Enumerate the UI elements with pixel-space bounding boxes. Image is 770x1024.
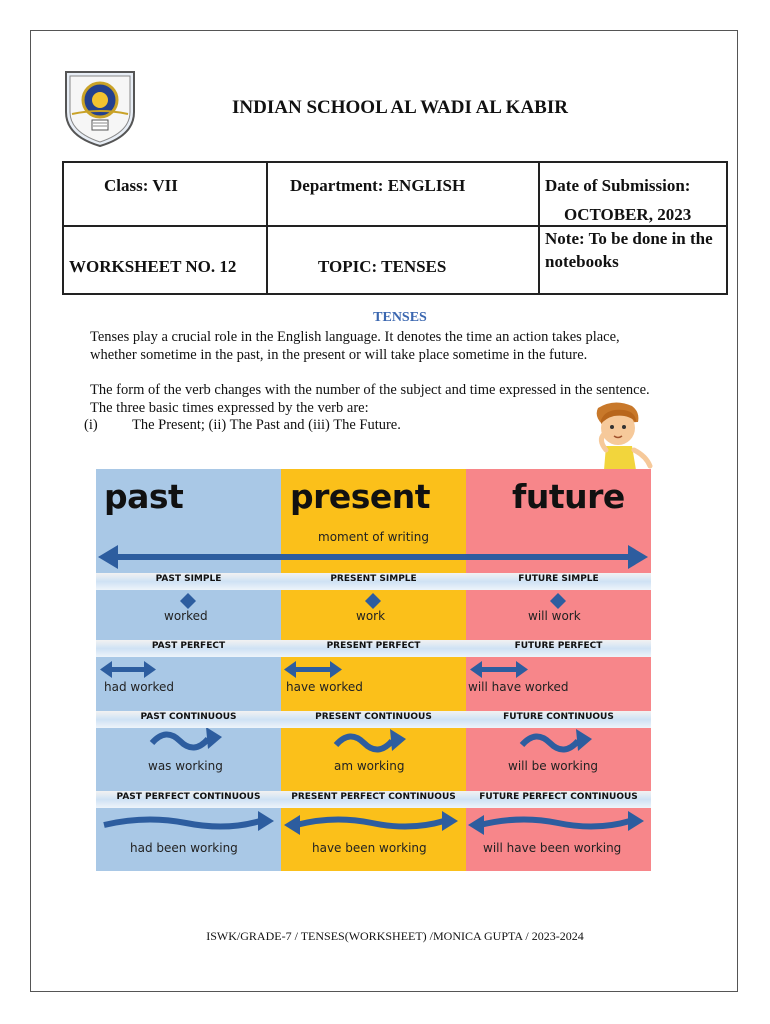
- past-perfect-continuous-label: PAST PERFECT CONTINUOUS: [116, 792, 261, 802]
- present-perfect-arrow: [284, 661, 342, 678]
- present-simple-form: work: [356, 609, 386, 623]
- past-perfect-continuous-arrow: [104, 811, 274, 831]
- past-simple-diamond: [180, 593, 196, 609]
- continuous-band: [96, 711, 651, 728]
- tenses-graphics: [96, 469, 651, 871]
- note-cell: [539, 226, 727, 294]
- moment-of-writing-label: moment of writing: [318, 530, 429, 544]
- past-simple-form: worked: [164, 609, 208, 623]
- future-continuous-label: FUTURE CONTINUOUS: [503, 712, 614, 722]
- department-label: Department: ENGLISH: [290, 176, 466, 195]
- present-perfect-form: have worked: [286, 680, 363, 694]
- future-simple-label: FUTURE SIMPLE: [518, 574, 599, 584]
- topic-cell: [267, 226, 539, 294]
- future-perfect-label: FUTURE PERFECT: [514, 641, 603, 651]
- section-heading: TENSES: [373, 310, 427, 325]
- future-simple-form: will work: [528, 609, 581, 623]
- note-line-2: notebooks: [545, 252, 619, 271]
- future-perfect-continuous-form: will have been working: [483, 841, 622, 855]
- past-continuous-arrow: [152, 727, 222, 749]
- past-perfect-arrow: [100, 661, 156, 678]
- past-perfect-continuous-form: had been working: [130, 841, 238, 855]
- worksheet-number: WORKSHEET NO. 12: [69, 257, 237, 276]
- past-continuous-label: PAST CONTINUOUS: [140, 712, 237, 722]
- intro-line-2: whether sometime in the past, in the present or will take place sometime in the future.: [90, 346, 588, 363]
- department-cell: [267, 162, 539, 226]
- present-simple-label: PRESENT SIMPLE: [330, 574, 417, 584]
- future-perfect-form: will have worked: [468, 680, 569, 694]
- topic-label: TOPIC: TENSES: [318, 257, 447, 276]
- date-of-submission-label: Date of Submission:: [545, 176, 691, 195]
- note-line-1: Note: To be done in the: [545, 229, 713, 248]
- present-perfect-continuous-label: PRESENT PERFECT CONTINUOUS: [291, 792, 456, 802]
- present-simple-diamond: [365, 593, 381, 609]
- list-number: (i): [84, 417, 98, 433]
- future-continuous-form: will be working: [508, 759, 599, 773]
- worksheet-info-table: [62, 161, 728, 295]
- verb-line-2: The three basic times expressed by the verb are:: [90, 399, 369, 416]
- intro-line-1: Tenses play a crucial role in the English language. It denotes the time an action takes place,: [90, 329, 620, 345]
- list-text: The Present; (ii) The Past and (iii) The Future.: [132, 417, 401, 433]
- past-perfect-label: PAST PERFECT: [151, 641, 226, 651]
- present-heading: present: [290, 477, 431, 516]
- date-of-submission-value: OCTOBER, 2023: [564, 205, 692, 224]
- future-heading: future: [512, 477, 625, 516]
- page-footer: ISWK/GRADE-7 / TENSES(WORKSHEET) /MONICA GUPTA / 2023-2024: [206, 929, 584, 943]
- present-continuous-label: PRESENT CONTINUOUS: [315, 712, 432, 722]
- present-perfect-continuous-form: have been working: [312, 841, 427, 855]
- past-simple-label: PAST SIMPLE: [155, 574, 222, 584]
- present-perfect-label: PRESENT PERFECT: [326, 641, 421, 651]
- date-cell: [539, 162, 727, 226]
- present-perfect-continuous-arrow: [284, 811, 458, 835]
- future-continuous-arrow: [522, 729, 592, 751]
- tenses-infographic: [96, 469, 651, 871]
- past-perfect-form: had worked: [104, 680, 175, 694]
- present-continuous-form: am working: [334, 759, 405, 773]
- future-perfect-arrow: [470, 661, 528, 678]
- past-continuous-form: was working: [148, 759, 223, 773]
- class-label: Class: VII: [104, 176, 178, 195]
- perfect-continuous-band: [96, 791, 651, 808]
- timeline-arrow: [98, 545, 648, 569]
- simple-band: [96, 573, 651, 590]
- past-heading: past: [104, 477, 184, 516]
- present-continuous-arrow: [336, 729, 406, 751]
- future-simple-diamond: [550, 593, 566, 609]
- verb-line-1: The form of the verb changes with the number of the subject and time expressed in the sentence.: [90, 382, 650, 398]
- intro-paragraph: [90, 329, 690, 364]
- future-perfect-continuous-label: FUTURE PERFECT CONTINUOUS: [479, 792, 638, 802]
- school-title: INDIAN SCHOOL AL WADI AL KABIR: [232, 97, 568, 118]
- class-cell: [63, 162, 267, 226]
- future-perfect-continuous-arrow: [468, 811, 644, 835]
- perfect-band: [96, 640, 651, 657]
- worksheet-cell: [63, 226, 267, 294]
